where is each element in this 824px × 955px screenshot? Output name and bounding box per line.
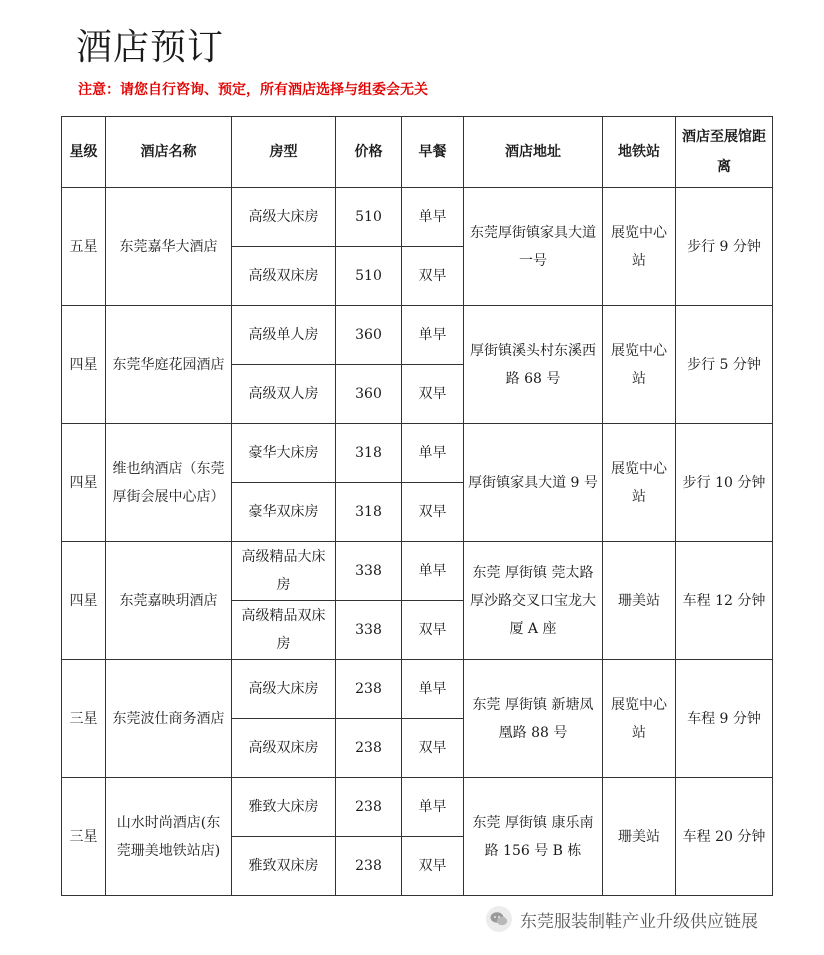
hotel-table xyxy=(61,116,773,896)
hotel-name-cell: 维也纳酒店（东莞厚街会展中心店） xyxy=(106,424,232,542)
star-cell: 四星 xyxy=(62,542,106,660)
table-row xyxy=(62,188,773,247)
breakfast-cell: 双早 xyxy=(402,719,464,778)
price-cell: 238 xyxy=(336,778,402,837)
address-cell: 厚街镇家具大道 9 号 xyxy=(464,424,603,542)
room-type-cell: 高级大床房 xyxy=(232,660,336,719)
distance-cell: 车程 20 分钟 xyxy=(676,778,773,896)
room-type-cell: 高级精品大床房 xyxy=(232,542,336,601)
table-row xyxy=(62,542,773,601)
breakfast-cell: 单早 xyxy=(402,542,464,601)
metro-cell: 展览中心站 xyxy=(603,424,676,542)
price-cell: 238 xyxy=(336,660,402,719)
breakfast-cell: 单早 xyxy=(402,424,464,483)
address-cell: 东莞 厚街镇 莞太路厚沙路交叉口宝龙大厦 A 座 xyxy=(464,542,603,660)
room-type-cell: 高级双人房 xyxy=(232,365,336,424)
room-type-cell: 豪华大床房 xyxy=(232,424,336,483)
header-distance: 酒店至展馆距离 xyxy=(676,117,773,188)
price-cell: 510 xyxy=(336,247,402,306)
room-type-cell: 高级双床房 xyxy=(232,247,336,306)
star-cell: 三星 xyxy=(62,778,106,896)
header-price: 价格 xyxy=(336,117,402,188)
metro-cell: 珊美站 xyxy=(603,542,676,660)
price-cell: 318 xyxy=(336,424,402,483)
table-row xyxy=(62,306,773,365)
room-type-cell: 高级大床房 xyxy=(232,188,336,247)
breakfast-cell: 单早 xyxy=(402,188,464,247)
header-star: 星级 xyxy=(62,117,106,188)
address-cell: 东莞厚街镇家具大道一号 xyxy=(464,188,603,306)
breakfast-cell: 单早 xyxy=(402,306,464,365)
price-cell: 338 xyxy=(336,601,402,660)
price-cell: 360 xyxy=(336,365,402,424)
table-row xyxy=(62,424,773,483)
room-type-cell: 豪华双床房 xyxy=(232,483,336,542)
metro-cell: 展览中心站 xyxy=(603,188,676,306)
watermark xyxy=(486,902,758,936)
room-type-cell: 高级精品双床房 xyxy=(232,601,336,660)
hotel-name-cell: 东莞华庭花园酒店 xyxy=(106,306,232,424)
room-type-cell: 雅致大床房 xyxy=(232,778,336,837)
address-cell: 东莞 厚街镇 康乐南路 156 号 B 栋 xyxy=(464,778,603,896)
header-breakfast: 早餐 xyxy=(402,117,464,188)
breakfast-cell: 双早 xyxy=(402,483,464,542)
wechat-icon xyxy=(486,906,512,932)
address-cell: 东莞 厚街镇 新塘凤凰路 88 号 xyxy=(464,660,603,778)
distance-cell: 步行 10 分钟 xyxy=(676,424,773,542)
breakfast-cell: 双早 xyxy=(402,247,464,306)
table-header-row xyxy=(62,117,773,188)
distance-cell: 车程 9 分钟 xyxy=(676,660,773,778)
header-hotel-name: 酒店名称 xyxy=(106,117,232,188)
hotel-name-cell: 山水时尚酒店(东莞珊美地铁站店) xyxy=(106,778,232,896)
notice-text: 注意：请您自行咨询、预定，所有酒店选择与组委会无关 xyxy=(78,82,428,98)
table-row xyxy=(62,660,773,719)
address-cell: 厚街镇溪头村东溪西路 68 号 xyxy=(464,306,603,424)
header-metro: 地铁站 xyxy=(603,117,676,188)
page-title: 酒店预订 xyxy=(76,27,225,68)
breakfast-cell: 单早 xyxy=(402,660,464,719)
watermark-text: 东莞服装制鞋产业升级供应链展 xyxy=(520,911,758,932)
hotel-name-cell: 东莞嘉华大酒店 xyxy=(106,188,232,306)
hotel-name-cell: 东莞波仕商务酒店 xyxy=(106,660,232,778)
room-type-cell: 雅致双床房 xyxy=(232,837,336,896)
breakfast-cell: 单早 xyxy=(402,778,464,837)
hotel-name-cell: 东莞嘉映玥酒店 xyxy=(106,542,232,660)
star-cell: 四星 xyxy=(62,424,106,542)
metro-cell: 珊美站 xyxy=(603,778,676,896)
distance-cell: 车程 12 分钟 xyxy=(676,542,773,660)
star-cell: 三星 xyxy=(62,660,106,778)
breakfast-cell: 双早 xyxy=(402,837,464,896)
price-cell: 318 xyxy=(336,483,402,542)
price-cell: 360 xyxy=(336,306,402,365)
price-cell: 338 xyxy=(336,542,402,601)
price-cell: 510 xyxy=(336,188,402,247)
header-room-type: 房型 xyxy=(232,117,336,188)
star-cell: 五星 xyxy=(62,188,106,306)
metro-cell: 展览中心站 xyxy=(603,306,676,424)
price-cell: 238 xyxy=(336,837,402,896)
breakfast-cell: 双早 xyxy=(402,601,464,660)
room-type-cell: 高级单人房 xyxy=(232,306,336,365)
price-cell: 238 xyxy=(336,719,402,778)
breakfast-cell: 双早 xyxy=(402,365,464,424)
table-row xyxy=(62,778,773,837)
room-type-cell: 高级双床房 xyxy=(232,719,336,778)
header-address: 酒店地址 xyxy=(464,117,603,188)
metro-cell: 展览中心站 xyxy=(603,660,676,778)
distance-cell: 步行 5 分钟 xyxy=(676,306,773,424)
star-cell: 四星 xyxy=(62,306,106,424)
distance-cell: 步行 9 分钟 xyxy=(676,188,773,306)
